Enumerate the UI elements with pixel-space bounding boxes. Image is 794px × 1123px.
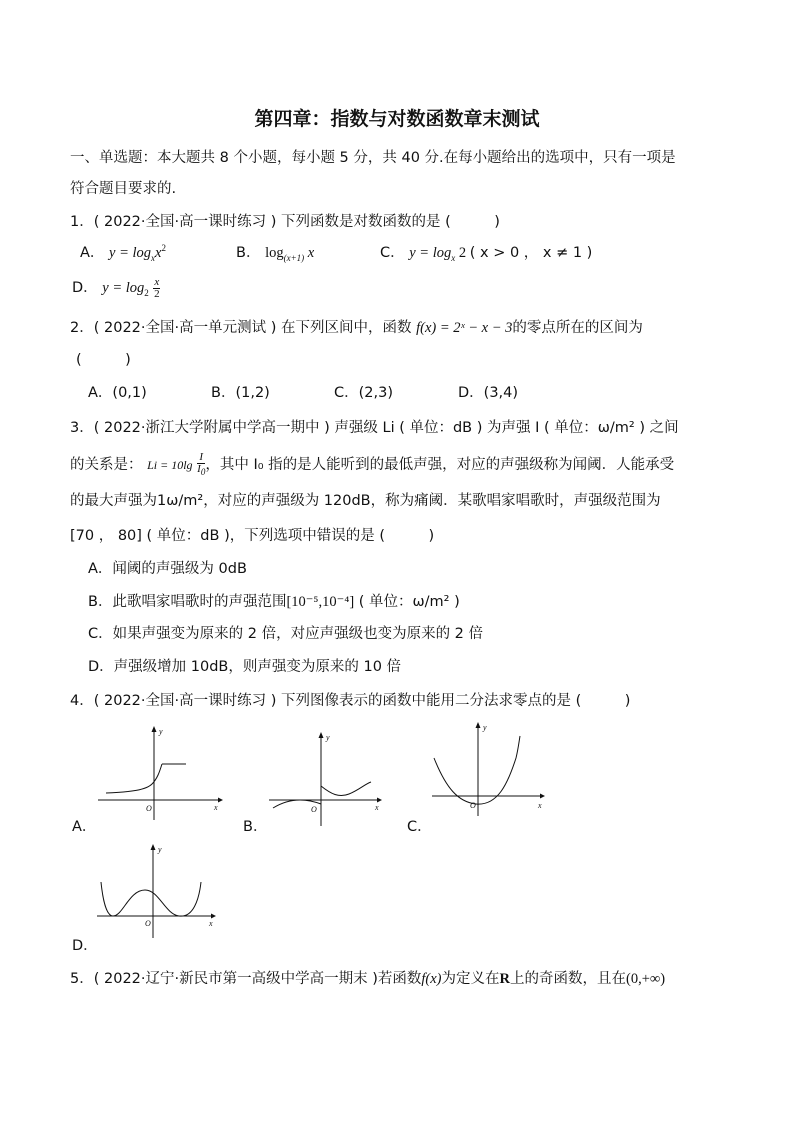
q2-option-b: B．(1,2) <box>211 385 270 401</box>
q3-line2: 的关系是： Li = 10lg $\frac{I}{I_0}$ ，其中 I₀ 指的是人能听到的最低声强，对应的声强级称为闻阈．人能承受 <box>70 451 675 478</box>
graph-c-y-label: y <box>483 723 487 732</box>
q5-stem <box>70 967 665 988</box>
q5-stem-a: 5．( 2022·辽宁·新民市第一高级中学高一期末 )若函数 <box>70 971 422 987</box>
q4-label-d: D． <box>72 938 98 954</box>
graph-b-y-label: y <box>326 733 330 742</box>
q1-d-label: D． <box>72 280 98 296</box>
q2-option-a: A．(0,1) <box>88 385 147 401</box>
q1-option-d: D． $y = \log_2$ $\frac{x}{2}$ <box>72 275 160 300</box>
q3-option-b-text: B．此歌唱家唱歌时的声强范围 <box>88 594 287 610</box>
q3-formula: Li = 10lg <box>147 458 193 473</box>
q3-line2-b: ，其中 I₀ 指的是人能听到的最低声强，对应的声强级称为闻阈．人能承受 <box>205 457 675 474</box>
graph-a-x-label: x <box>214 803 218 812</box>
graph-b-x-label: x <box>375 803 379 812</box>
q1-option-b: B． $\log_{(x+1)} x$ <box>236 245 315 263</box>
q4-graph-b <box>265 728 390 828</box>
graph-a-origin: O <box>146 804 152 813</box>
q3-option-b <box>88 590 460 611</box>
graph-d-origin: O <box>145 919 151 928</box>
q1-c-cond: ( x > 0 ， x ≠ 1 ) <box>469 245 593 261</box>
q2-stem-a: 2．( 2022·全国·高一单元测试 ) 在下列区间中，函数 <box>70 320 412 336</box>
q5-fx: f(x) <box>421 971 442 987</box>
q2-option-c: C．(2,3) <box>334 385 393 401</box>
q1-c-expr: y = log <box>409 245 452 261</box>
q3-line4: [70 ， 80] ( 单位：dB )，下列选项中错误的是 ( ) <box>70 528 435 544</box>
graph-a-y-label: y <box>159 727 163 736</box>
q5-stem-b: 为定义在 <box>441 971 500 987</box>
q1-b-label: B． <box>236 245 261 261</box>
graph-c-origin: O <box>470 801 476 810</box>
q1-stem: 1．( 2022·全国·高一课时练习 ) 下列函数是对数函数的是 ( ) <box>70 214 500 230</box>
q1-b-expr: log <box>265 245 284 261</box>
q1-a-expr: y = log <box>109 245 152 261</box>
section-intro-line2: 符合题目要求的. <box>70 181 177 197</box>
q3-line1: 3．( 2022·浙江大学附属中学高一期中 ) 声强级 Li ( 单位：dB ) 为声强 I ( 单位：ω/m² ) 之间 <box>70 420 679 436</box>
q4-label-a: A． <box>72 819 97 835</box>
q4-label-c: C． <box>407 819 432 835</box>
q4-graph-a <box>96 722 226 822</box>
q3-option-b-range: [10⁻⁵,10⁻⁴] <box>286 594 355 610</box>
q1-option-a: A． $y = \log_xx^2$ <box>80 243 166 263</box>
graph-d-x-label: x <box>209 919 213 928</box>
section-intro-line1: 一、单选题：本大题共 8 个小题，每小题 5 分，共 40 分.在每小题给出的选项中，只有一项是 <box>70 150 676 166</box>
q2-stem-b: 的零点所在的区间为 <box>512 320 643 336</box>
graph-c-x-label: x <box>538 801 542 810</box>
q4-label-b: B． <box>243 819 268 835</box>
q3-option-c: C．如果声强变为原来的 2 倍，对应声强级也变为原来的 2 倍 <box>88 626 484 642</box>
q5-interval: (0,+∞) <box>626 971 666 987</box>
q1-c-label: C． <box>380 245 405 261</box>
q1-option-c: C． $y = \log_x 2$ ( x > 0 ， x ≠ 1 ) <box>380 245 593 263</box>
q2-stem <box>70 316 643 337</box>
graph-b-origin: O <box>311 805 317 814</box>
q2-func: f(x) = 2ˣ − x − 3 <box>416 320 513 336</box>
page-title: 第四章：指数与对数函数章末测试 <box>254 108 540 130</box>
q5-real-set: R <box>499 971 510 987</box>
q5-stem-c: 上的奇函数，且在 <box>510 971 626 987</box>
q1-d-expr: y = log <box>102 280 145 296</box>
q3-option-d: D．声强级增加 10dB，则声强变为原来的 10 倍 <box>88 659 402 675</box>
q1-a-label: A． <box>80 245 105 261</box>
q4-stem: 4．( 2022·全国·高一课时练习 ) 下列图像表示的函数中能用二分法求零点的是 ( ) <box>70 693 631 709</box>
q3-option-a: A．闻阈的声强级为 0dB <box>88 561 247 577</box>
q4-graph-d <box>93 840 223 940</box>
q2-option-d: D．(3,4) <box>458 385 519 401</box>
graph-d-y-label: y <box>158 845 162 854</box>
q2-paren: ( ) <box>76 352 131 368</box>
q3-line2-a: 的关系是： <box>70 457 143 474</box>
q3-option-b-unit: ( 单位：ω/m² ) <box>358 594 460 610</box>
q3-line3: 的最大声强为1ω/m²，对应的声强级为 120dB，称为痛阈．某歌唱家唱歌时，声强级范围为 <box>70 493 661 509</box>
q4-graph-c <box>428 718 553 818</box>
